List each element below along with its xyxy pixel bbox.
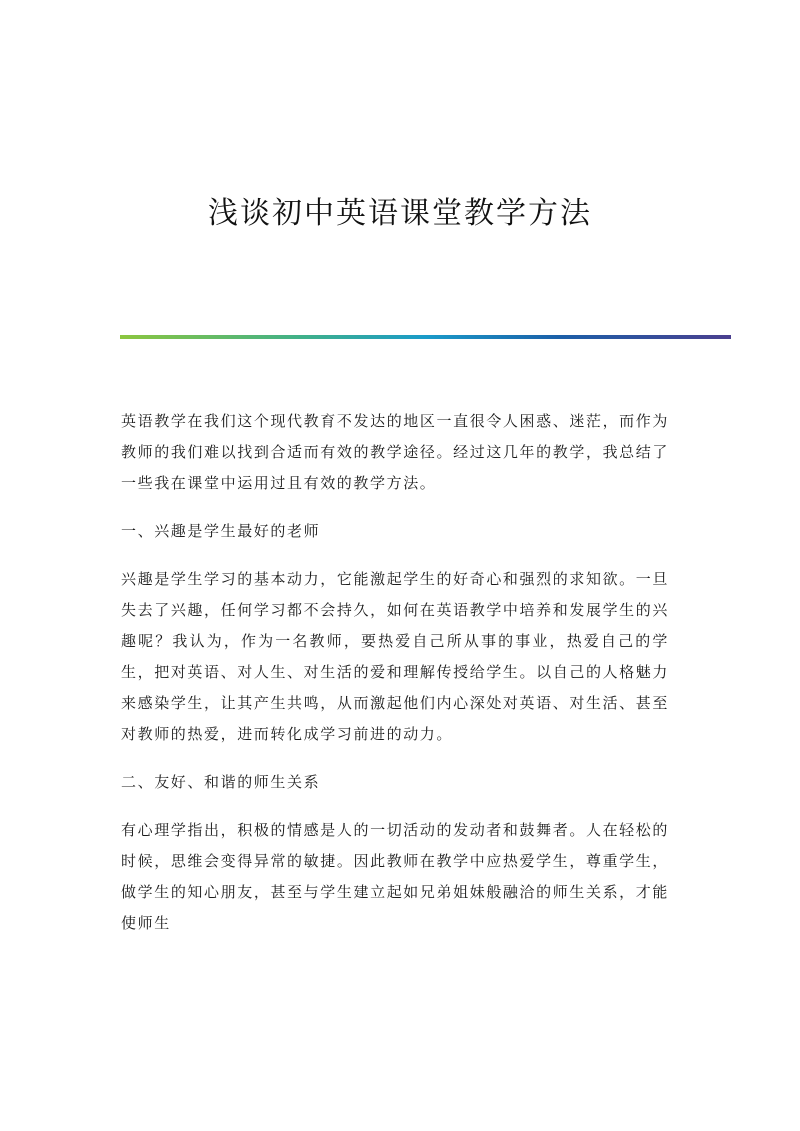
title-divider xyxy=(120,335,731,339)
document-body xyxy=(121,406,669,956)
section-heading-1: 一、兴趣是学生最好的老师 xyxy=(121,522,321,540)
section-1-paragraph: 兴趣是学生学习的基本动力，它能激起学生的好奇心和强烈的求知欲。一旦失去了兴趣，任何学习都不会持久，如何在英语教学中培养和发展学生的兴趣呢？我认为，作为一名教师，要热爱自己所从事的事业，热爱自己的学生，把对英语、对人生、对生活的爱和理解传授给学生。以自己的人格魅力来感染学生，让其产生共鸣，从而激起他们内心深处对英语、对生活、甚至对教师的热爱，进而转化成学习前进的动力。 xyxy=(121,570,669,743)
section-2-paragraph: 有心理学指出，积极的情感是人的一切活动的发动者和鼓舞者。人在轻松的时候，思维会变得异常的敏捷。因此教师在教学中应热爱学生，尊重学生，做学生的知心朋友，甚至与学生建立起如兄弟姐妹般融洽的师生关系，才能使师生 xyxy=(121,821,669,932)
section-heading-2: 二、友好、和谐的师生关系 xyxy=(121,773,321,791)
intro-paragraph: 英语教学在我们这个现代教育不发达的地区一直很令人困惑、迷茫，而作为教师的我们难以找到合适而有效的教学途径。经过这几年的教学，我总结了一些我在课堂中运用过且有效的教学方法。 xyxy=(121,412,669,492)
document-title: 浅谈初中英语课堂教学方法 xyxy=(208,196,592,231)
